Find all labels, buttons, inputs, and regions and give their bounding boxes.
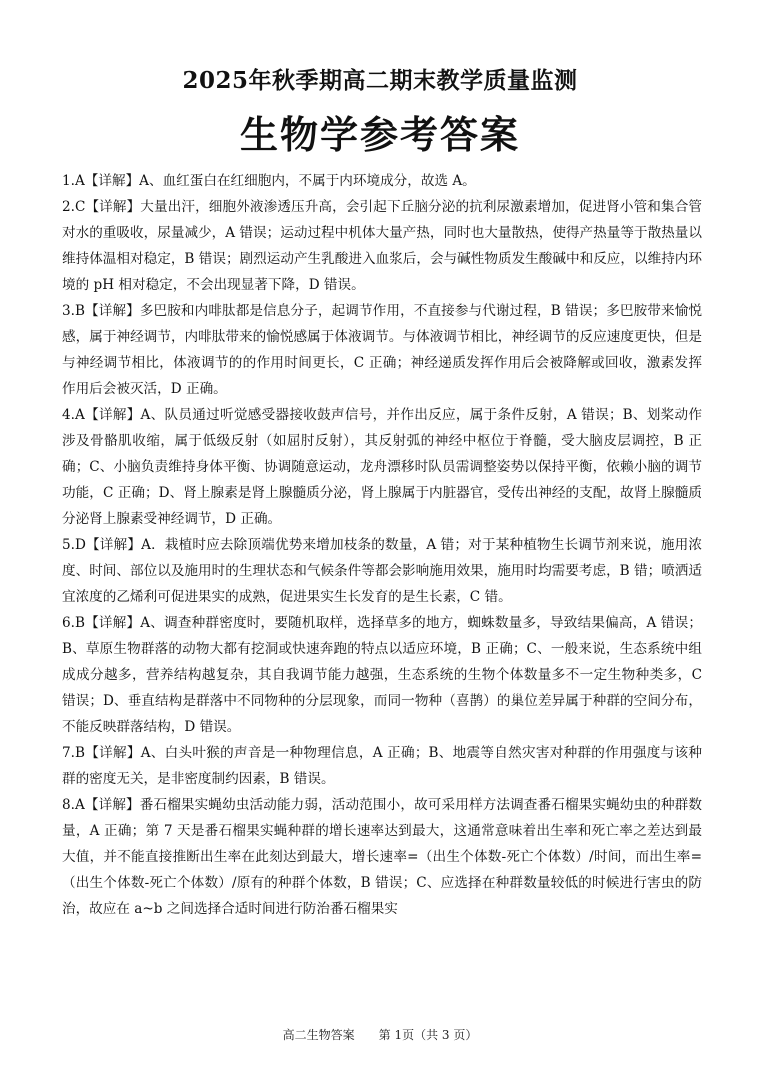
answer-item-6: 6.B【详解】A、调查种群密度时，要随机取样，选择草多的地方，蜘蛛数量多，导致结果偏高，A 错误；B、草原生物群落的动物大都有挖洞或快速奔跑的特点以适应环境，B 正确；C、一般来说，生态系统中组成成分越多，营养结构越复杂，其自我调节能力越强，生态系统的生物个体数量多不一定生物种类多，C 错误；D、垂直结构是群落中不同物种的分层现象，而同一物种（喜鹊）的巢位差异属于种群的空间分布，不能反映群落结构，D 错误。 (62, 615, 702, 735)
exam-title: 2025年秋季期高二期末教学质量监测 (182, 67, 578, 94)
answer-item-8: 8.A【详解】番石榴果实蝇幼虫活动能力弱，活动范围小，故可采用样方法调查番石榴果实蝇幼虫的种群数量，A 正确；第 7 天是番石榴果实蝇种群的增长速率达到最大，这通常意味着出生率和死亡率之差达到最大值，并不能直接推断出生率在此刻达到最大，增长速率=（出生个体数-死亡个体数）/时间，而出生率=（出生个体数-死亡个体数）/原有的种群个体数，B 错误；C、应选择在种群数量较低的时候进行害虫的防治，故应在 a~b 之间选择合适时间进行防治番石榴果实 (62, 797, 702, 917)
answer-item-3: 3.B【详解】多巴胺和内啡肽都是信息分子，起调节作用，不直接参与代谢过程，B 错误；多巴胺带来愉悦感，属于神经调节，内啡肽带来的愉悦感属于体液调节。与体液调节相比，神经调节的反应速度更快，但是与神经调节相比，体液调节的的作用时间更长，C 正确；神经递质发挥作用后会被降解或回收，激素发挥作用后会被灭活，D 正确。 (62, 303, 702, 397)
page-title: 生物学参考答案 (239, 112, 520, 157)
answer-item-2: 2.C【详解】大量出汗，细胞外液渗透压升高，会引起下丘脑分泌的抗利尿激素增加，促进肾小管和集合管对水的重吸收，尿量减少，A 错误；运动过程中机体大量产热，同时也大量散热，使得产热量等于散热量以维持体温相对稳定，B 错误；剧烈运动产生乳酸进入血浆后，会与碱性物质发生酸碱中和反应，以维持内环境的 pH 相对稳定，不会出现显著下降，D 错误。 (62, 199, 702, 293)
answer-item-7: 7.B【详解】A、白头叶猴的声音是一种物理信息，A 正确；B、地震等自然灾害对种群的作用强度与该种群的密度无关，是非密度制约因素，B 错误。 (62, 745, 702, 787)
answer-item-1: 1.A【详解】A、血红蛋白在红细胞内，不属于内环境成分，故选 A。 (62, 173, 476, 189)
answer-item-5: 5.D【详解】A．栽植时应去除顶端优势来增加枝条的数量，A 错；对于某种植物生长调节剂来说，施用浓度、时间、部位以及施用时的生理状态和气候条件等都会影响施用效果，施用时均需要考虑，B 错；喷洒适宜浓度的乙烯利可促进果实的成熟，促进果实生长发育的是生长素，C 错。 (62, 537, 702, 605)
page-footer: 高二生物答案 第 1页（共 3 页） (282, 1028, 478, 1042)
answer-item-4: 4.A【详解】A、队员通过听觉感受器接收鼓声信号，并作出反应，属于条件反射，A 错误；B、划桨动作涉及骨骼肌收缩，属于低级反射（如屈肘反射），其反射弧的神经中枢位于脊髓，受大脑皮层调控，B 正确；C、小脑负责维持身体平衡、协调随意运动，龙舟漂移时队员需调整姿势以保持平衡，依赖小脑的调节功能，C 正确；D、肾上腺素是肾上腺髓质分泌，肾上腺属于内脏器官，受传出神经的支配，故肾上腺髓质分泌肾上腺素受神经调节，D 正确。 (62, 407, 702, 527)
answer-list (62, 168, 702, 922)
